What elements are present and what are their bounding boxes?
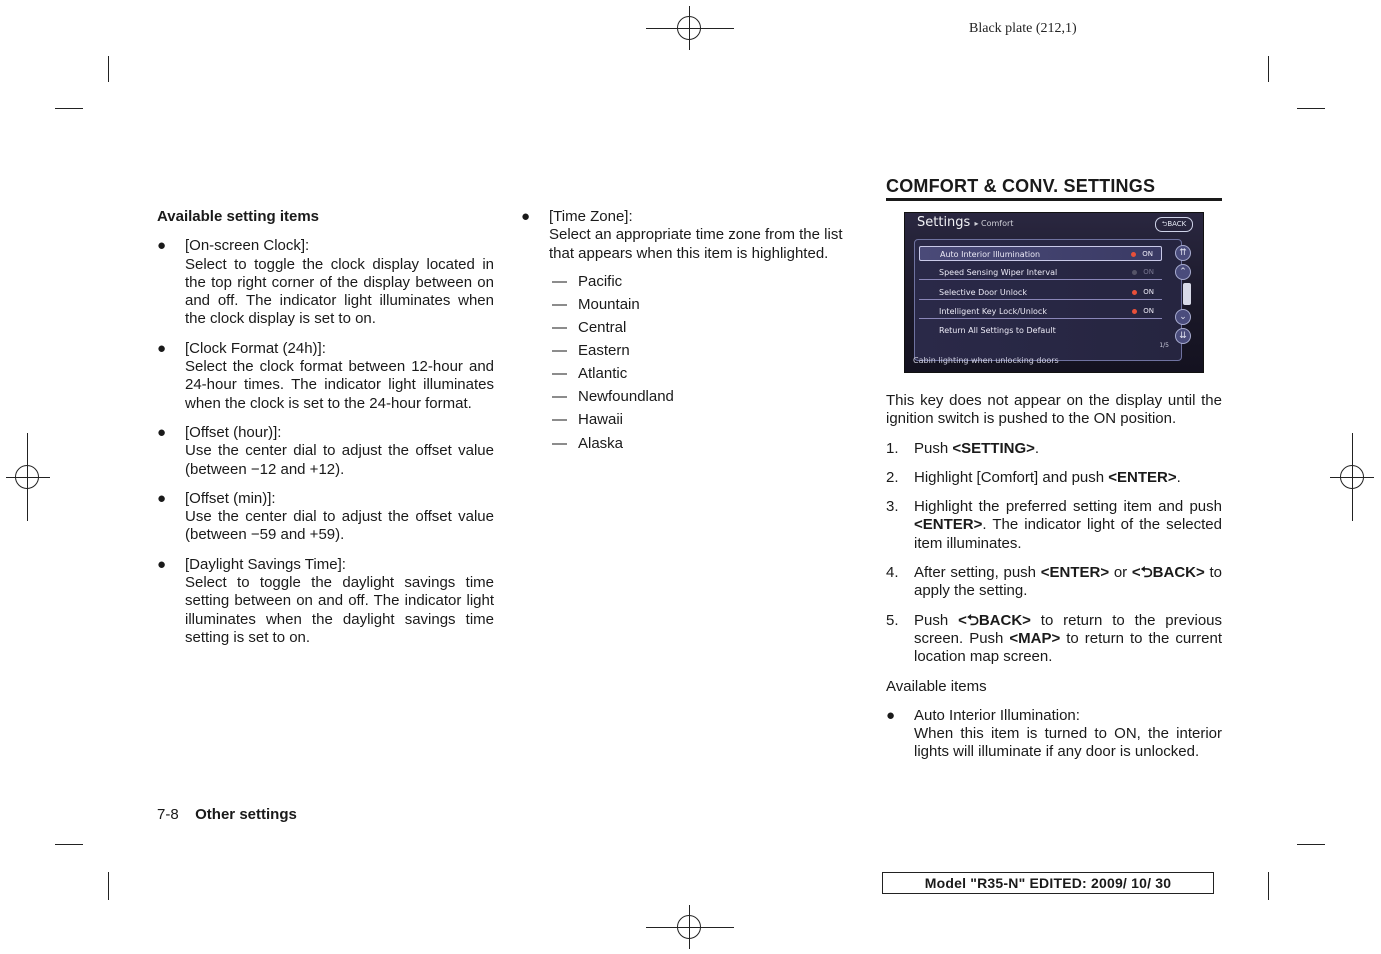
bullet-icon: ● — [157, 423, 167, 441]
item-label: [Offset (hour)]: — [185, 423, 282, 441]
middle-column — [521, 208, 861, 458]
step-text: After setting, push <ENTER> or <⮌BACK> to apply the setting. — [914, 564, 1222, 600]
screen-title: Settings ▸ Comfort — [917, 215, 1014, 230]
item-description: Use the center dial to adjust the offset value (between −12 and +12). — [185, 442, 494, 478]
scroll-bottom-icon: ⇊ — [1175, 328, 1191, 344]
scroll-up-icon: ⌃ — [1175, 264, 1191, 280]
screen-menu-row: Selective Door Unlock ON — [919, 285, 1162, 300]
step-item: 2. Highlight [Comfort] and push <ENTER>. — [886, 469, 1222, 487]
list-item — [886, 707, 1222, 762]
item-description: When this item is turned to ON, the interior lights will illuminate if any door is unlocked. — [914, 725, 1222, 761]
screen-menu-row: Speed Sensing Wiper Interval ON — [919, 265, 1162, 280]
item-label: [Clock Format (24h)]: — [185, 339, 326, 357]
time-zone-item: — Mountain — [552, 295, 640, 313]
screen-menu-row: Auto Interior Illumination ON — [919, 246, 1162, 261]
bullet-icon: ● — [157, 489, 167, 507]
time-zone-list — [521, 273, 861, 458]
scroll-down-icon: ⌄ — [1175, 309, 1191, 325]
bullet-icon: ● — [157, 339, 167, 357]
page-footer — [157, 806, 297, 824]
item-description: Select the clock format between 12-hour and 24-hour times. The indicator light illuminates when the clock is set to the 24-hour format. — [185, 358, 494, 412]
item-description: Select to toggle the clock display located in the top right corner of the display between on and off. The indicator light illuminates when the clock display is set to on. — [185, 255, 494, 328]
item-label: [Offset (min)]: — [185, 489, 276, 507]
screen-page-indicator: 1/5 — [1159, 342, 1169, 349]
time-zone-item: — Central — [552, 319, 627, 337]
time-zone-item: — Hawaii — [552, 411, 624, 429]
indicator-state: ON — [1119, 248, 1159, 260]
list-item — [157, 424, 494, 479]
item-label: [Daylight Savings Time]: — [185, 555, 346, 573]
right-column-text — [886, 392, 1222, 762]
model-edit-box: Model "R35-N" EDITED: 2009/ 10/ 30 — [882, 872, 1214, 894]
indicator-state: ON — [1120, 286, 1160, 298]
scroll-bar — [1183, 283, 1191, 305]
bullet-icon: ● — [157, 237, 167, 255]
indicator-state: ON — [1120, 266, 1160, 278]
registration-circle — [677, 16, 701, 40]
item-label: [Time Zone]: — [549, 208, 633, 225]
crop-mark — [108, 872, 109, 900]
footer-section: Other settings — [195, 806, 297, 823]
bullet-icon: ● — [521, 208, 531, 225]
crop-mark — [1268, 872, 1269, 900]
step-text: Highlight the preferred setting item and push <ENTER>. The indicator light of the selected item illuminates. — [914, 498, 1222, 552]
step-item: 1. Push <SETTING>. — [886, 440, 1222, 458]
page-number: 7-8 — [157, 806, 179, 823]
crop-mark — [1297, 844, 1325, 845]
time-zone-item: — Eastern — [552, 342, 630, 360]
time-zone-item: — Atlantic — [552, 365, 628, 383]
indicator-light-icon — [1132, 290, 1137, 295]
crop-mark — [55, 844, 83, 845]
available-items-label: Available items — [886, 677, 987, 695]
time-zone-item: — Pacific — [552, 272, 623, 290]
indicator-state: ON — [1120, 305, 1160, 317]
item-description: Select an appropriate time zone from the list that appears when this item is highlighted. — [549, 226, 843, 262]
registration-circle — [1340, 465, 1364, 489]
bullet-icon: ● — [886, 706, 896, 724]
screen-status-text: Cabin lighting when unlocking doors — [913, 356, 1059, 365]
time-zone-item: — Newfoundland — [552, 388, 674, 406]
step-item: 3. Highlight the preferred setting item and push <ENTER>. The indicator light of the selected item illuminates. — [886, 498, 1222, 552]
item-description: Select to toggle the daylight savings time setting between on and off. The indicator light illuminates when the daylight savings time setting is set to on. — [185, 574, 494, 646]
settings-screen-image — [904, 212, 1204, 373]
registration-circle — [677, 915, 701, 939]
crop-mark — [1297, 108, 1325, 109]
screen-menu-row: Return All Settings to Default — [939, 326, 1056, 335]
item-label: Auto Interior Illumination: — [914, 706, 1080, 724]
indicator-light-icon — [1131, 252, 1136, 257]
step-text: Push <SETTING>. — [914, 439, 1040, 457]
step-text: Highlight [Comfort] and push <ENTER>. — [914, 468, 1181, 486]
crop-mark — [108, 56, 109, 82]
time-zone-item: — Alaska — [552, 434, 624, 452]
step-item: 5. Push <⮌BACK> to return to the previous screen. Push <MAP> to return to the current location map screen. — [886, 611, 1223, 666]
indicator-light-icon — [1132, 270, 1137, 275]
step-text: Push <⮌BACK> to return to the previous screen. Push <MAP> to return to the current location map screen. — [914, 611, 1223, 666]
section-heading: Available setting items — [157, 208, 319, 225]
scroll-top-icon: ⇈ — [1175, 245, 1191, 261]
crop-mark — [55, 108, 83, 109]
screen-menu-row: Intelligent Key Lock/Unlock ON — [919, 304, 1162, 319]
section-rule — [886, 198, 1222, 201]
indicator-light-icon — [1132, 309, 1137, 314]
registration-circle — [15, 465, 39, 489]
left-column — [157, 208, 494, 647]
step-item: 4. After setting, push <ENTER> or <⮌BACK> to apply the setting. — [886, 564, 1222, 600]
section-title: COMFORT & CONV. SETTINGS — [886, 176, 1156, 196]
intro-paragraph: This key does not appear on the display until the ignition switch is pushed to the ON position. — [886, 392, 1222, 428]
list-item — [157, 237, 494, 328]
list-item — [157, 490, 494, 545]
crop-mark — [1268, 56, 1269, 82]
list-item — [521, 208, 861, 263]
list-item — [157, 556, 494, 647]
bullet-icon: ● — [157, 555, 167, 573]
item-label: [On-screen Clock]: — [185, 237, 310, 255]
item-description: Use the center dial to adjust the offset value (between −59 and +59). — [185, 508, 494, 544]
plate-label: Black plate (212,1) — [969, 21, 1077, 36]
list-item — [157, 340, 494, 413]
screen-back-button: ⮌BACK — [1155, 217, 1193, 232]
